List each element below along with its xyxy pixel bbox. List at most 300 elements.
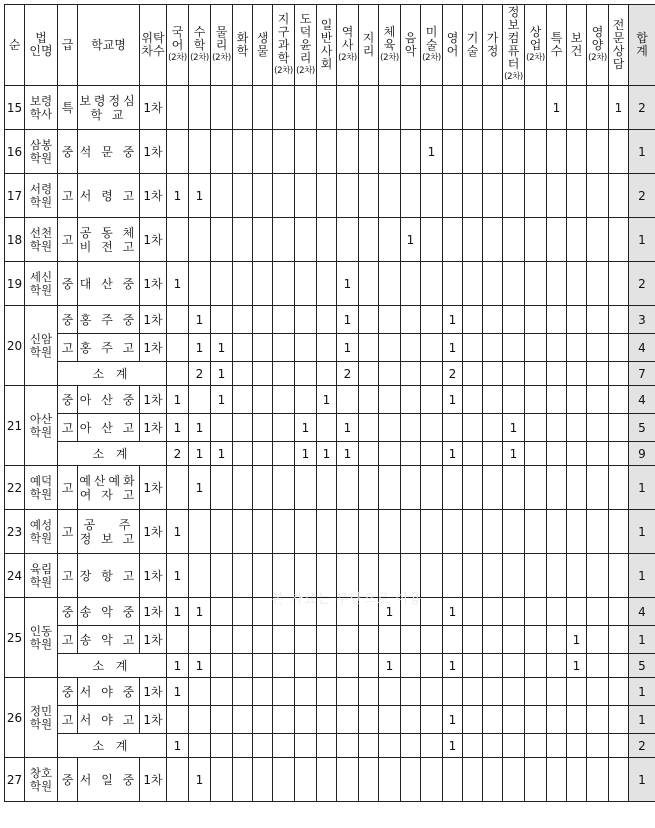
cell-english: [443, 510, 463, 554]
cell-history: [337, 510, 359, 554]
cell-tech: [463, 678, 483, 706]
cell-infocomp: 1: [503, 414, 525, 442]
cell-pe: [379, 678, 401, 706]
header-subject-tech: 기 술: [463, 5, 483, 86]
cell-english: 1: [443, 306, 463, 334]
cell-special: [547, 706, 567, 734]
cell-pe: [379, 218, 401, 262]
cell-socialst: [317, 414, 337, 442]
cell-counsel: [609, 598, 629, 626]
cell-physics: [211, 130, 233, 174]
row-level: 중: [58, 386, 78, 414]
cell-tech: [463, 734, 483, 758]
cell-ethics: [295, 626, 317, 654]
cell-special: [547, 626, 567, 654]
row-seq: 21: [5, 386, 25, 466]
row-total: 1: [629, 218, 655, 262]
cell-pe: 1: [379, 598, 401, 626]
row-seq: 18: [5, 218, 25, 262]
cell-health: [567, 734, 587, 758]
cell-earthsci: [273, 442, 295, 466]
header-subject-ethics: 도 덕 윤 리 (2차): [295, 5, 317, 86]
cell-math: 1: [189, 174, 211, 218]
cell-counsel: [609, 678, 629, 706]
cell-health: [567, 130, 587, 174]
cell-history: [337, 218, 359, 262]
row-corp: 세신 학원: [25, 262, 58, 306]
header-subject-pe: 체 육 (2차): [379, 5, 401, 86]
cell-special: [547, 130, 567, 174]
cell-chemistry: [233, 334, 253, 362]
cell-homeec: [483, 734, 503, 758]
row-school: 대 산 중: [78, 262, 140, 306]
cell-nutrition: [587, 174, 609, 218]
row-school: 예산예화 여 자 고: [78, 466, 140, 510]
cell-chemistry: [233, 386, 253, 414]
cell-english: 1: [443, 598, 463, 626]
cell-geography: [359, 706, 379, 734]
cell-english: 2: [443, 362, 463, 386]
table-row: [5, 334, 655, 362]
cell-counsel: [609, 414, 629, 442]
row-seq: 20: [5, 306, 25, 386]
cell-history: [337, 466, 359, 510]
cell-history: [337, 386, 359, 414]
cell-earthsci: [273, 466, 295, 510]
cell-english: [443, 758, 463, 802]
table-row: [5, 466, 655, 510]
cell-physics: [211, 758, 233, 802]
row-total: 5: [629, 414, 655, 442]
cell-special: [547, 510, 567, 554]
cell-commerce: [525, 362, 547, 386]
row-corp: 정민 학원: [25, 678, 58, 758]
cell-pe: [379, 626, 401, 654]
row-corp: 육림 학원: [25, 554, 58, 598]
cell-english: [443, 262, 463, 306]
header-subject-math: 수 학 (2차): [189, 5, 211, 86]
cell-art: [421, 386, 443, 414]
row-seq: 19: [5, 262, 25, 306]
cell-physics: 1: [211, 442, 233, 466]
table-row: [5, 262, 655, 306]
row-seq: 22: [5, 466, 25, 510]
cell-infocomp: [503, 706, 525, 734]
cell-biology: [253, 734, 273, 758]
row-round: 1차: [140, 334, 167, 362]
cell-korean: 2: [167, 442, 189, 466]
cell-pe: [379, 306, 401, 334]
cell-chemistry: [233, 466, 253, 510]
cell-korean: [167, 466, 189, 510]
cell-biology: [253, 758, 273, 802]
header-subject-infocomp: 정 보 컴 퓨 터 (2차): [503, 5, 525, 86]
cell-earthsci: [273, 706, 295, 734]
row-corp: 인동 학원: [25, 598, 58, 678]
row-corp: 서령 학원: [25, 174, 58, 218]
cell-commerce: [525, 386, 547, 414]
cell-pe: [379, 554, 401, 598]
cell-physics: [211, 626, 233, 654]
cell-math: [189, 626, 211, 654]
cell-biology: [253, 306, 273, 334]
cell-commerce: [525, 510, 547, 554]
row-total: 1: [629, 130, 655, 174]
cell-music: [401, 654, 421, 678]
cell-nutrition: [587, 442, 609, 466]
cell-earthsci: [273, 554, 295, 598]
cell-art: [421, 758, 443, 802]
cell-korean: [167, 306, 189, 334]
cell-physics: [211, 466, 233, 510]
cell-geography: [359, 334, 379, 362]
cell-geography: [359, 554, 379, 598]
header-subject-homeec: 가 정: [483, 5, 503, 86]
cell-biology: [253, 626, 273, 654]
cell-homeec: [483, 218, 503, 262]
cell-art: [421, 598, 443, 626]
cell-socialst: [317, 306, 337, 334]
row-school: 공 동 체 비 전 고: [78, 218, 140, 262]
cell-music: [401, 598, 421, 626]
cell-special: [547, 758, 567, 802]
table-row: [5, 598, 655, 626]
cell-special: [547, 414, 567, 442]
row-seq: 23: [5, 510, 25, 554]
cell-homeec: [483, 678, 503, 706]
row-total: 1: [629, 510, 655, 554]
cell-history: [337, 554, 359, 598]
row-level: 고: [58, 626, 78, 654]
cell-socialst: [317, 362, 337, 386]
cell-chemistry: [233, 554, 253, 598]
cell-physics: [211, 654, 233, 678]
cell-biology: [253, 466, 273, 510]
row-seq: 25: [5, 598, 25, 678]
cell-art: [421, 510, 443, 554]
row-level: 고: [58, 554, 78, 598]
cell-special: [547, 334, 567, 362]
header-subject-physics: 물 리 (2차): [211, 5, 233, 86]
cell-nutrition: [587, 386, 609, 414]
cell-math: 1: [189, 758, 211, 802]
cell-korean: 1: [167, 174, 189, 218]
cell-korean: [167, 626, 189, 654]
row-total: 1: [629, 678, 655, 706]
cell-chemistry: [233, 442, 253, 466]
cell-physics: [211, 598, 233, 626]
row-level: 고: [58, 174, 78, 218]
cell-music: [401, 130, 421, 174]
cell-infocomp: [503, 218, 525, 262]
cell-history: 1: [337, 306, 359, 334]
cell-health: [567, 386, 587, 414]
header-total: 합 계: [629, 5, 655, 86]
header-level: 급: [58, 5, 78, 86]
table-row: [5, 758, 655, 802]
cell-health: [567, 706, 587, 734]
cell-korean: 1: [167, 262, 189, 306]
cell-homeec: [483, 706, 503, 734]
cell-ethics: [295, 218, 317, 262]
cell-infocomp: [503, 598, 525, 626]
cell-commerce: [525, 554, 547, 598]
cell-music: [401, 386, 421, 414]
table-row: [5, 386, 655, 414]
cell-earthsci: [273, 386, 295, 414]
cell-commerce: [525, 218, 547, 262]
cell-korean: [167, 86, 189, 130]
row-round: 1차: [140, 262, 167, 306]
cell-chemistry: [233, 510, 253, 554]
cell-ethics: [295, 466, 317, 510]
row-round: 1차: [140, 386, 167, 414]
cell-socialst: [317, 654, 337, 678]
header-subject-geography: 지 리: [359, 5, 379, 86]
cell-ethics: [295, 130, 317, 174]
cell-ethics: 1: [295, 442, 317, 466]
cell-commerce: [525, 262, 547, 306]
cell-history: [337, 654, 359, 678]
cell-tech: [463, 414, 483, 442]
cell-art: [421, 306, 443, 334]
cell-homeec: [483, 334, 503, 362]
cell-commerce: [525, 414, 547, 442]
cell-ethics: [295, 262, 317, 306]
cell-nutrition: [587, 130, 609, 174]
cell-music: [401, 734, 421, 758]
cell-homeec: [483, 466, 503, 510]
cell-art: [421, 414, 443, 442]
cell-art: [421, 626, 443, 654]
table-row: [5, 510, 655, 554]
cell-special: [547, 174, 567, 218]
cell-history: [337, 174, 359, 218]
cell-ethics: [295, 334, 317, 362]
cell-english: [443, 626, 463, 654]
cell-geography: [359, 678, 379, 706]
row-corp: 예덕 학원: [25, 466, 58, 510]
cell-counsel: [609, 734, 629, 758]
row-total: 2: [629, 86, 655, 130]
row-seq: 24: [5, 554, 25, 598]
cell-pe: [379, 86, 401, 130]
row-school: 공 주 정 보 고: [78, 510, 140, 554]
cell-commerce: [525, 306, 547, 334]
cell-health: [567, 174, 587, 218]
cell-physics: [211, 218, 233, 262]
cell-earthsci: [273, 678, 295, 706]
cell-earthsci: [273, 362, 295, 386]
cell-nutrition: [587, 334, 609, 362]
cell-infocomp: [503, 174, 525, 218]
cell-korean: 1: [167, 598, 189, 626]
cell-earthsci: [273, 262, 295, 306]
row-school: 아 산 중: [78, 386, 140, 414]
cell-tech: [463, 626, 483, 654]
cell-history: 1: [337, 442, 359, 466]
cell-english: 1: [443, 734, 463, 758]
row-level: 고: [58, 334, 78, 362]
cell-geography: [359, 442, 379, 466]
cell-socialst: [317, 678, 337, 706]
cell-pe: [379, 362, 401, 386]
cell-biology: [253, 334, 273, 362]
cell-ethics: [295, 598, 317, 626]
table-row: [5, 554, 655, 598]
cell-nutrition: [587, 510, 609, 554]
cell-english: [443, 130, 463, 174]
cell-socialst: [317, 510, 337, 554]
cell-physics: [211, 510, 233, 554]
cell-geography: [359, 362, 379, 386]
cell-special: [547, 306, 567, 334]
cell-commerce: [525, 734, 547, 758]
cell-art: 1: [421, 130, 443, 174]
cell-nutrition: [587, 554, 609, 598]
header-subject-history: 역 사 (2차): [337, 5, 359, 86]
row-total: 7: [629, 362, 655, 386]
cell-english: [443, 218, 463, 262]
row-level: 중: [58, 130, 78, 174]
cell-biology: [253, 362, 273, 386]
cell-history: 1: [337, 334, 359, 362]
cell-physics: 1: [211, 334, 233, 362]
cell-tech: [463, 510, 483, 554]
cell-earthsci: [273, 734, 295, 758]
cell-homeec: [483, 626, 503, 654]
cell-korean: 1: [167, 654, 189, 678]
cell-pe: [379, 386, 401, 414]
row-round: 1차: [140, 174, 167, 218]
cell-infocomp: [503, 678, 525, 706]
cell-history: [337, 678, 359, 706]
row-corp: 아산 학원: [25, 386, 58, 466]
cell-math: [189, 734, 211, 758]
cell-english: [443, 86, 463, 130]
cell-homeec: [483, 654, 503, 678]
cell-counsel: [609, 442, 629, 466]
cell-biology: [253, 510, 273, 554]
table-body: [5, 86, 655, 802]
cell-special: [547, 218, 567, 262]
table-row: [5, 706, 655, 734]
cell-nutrition: [587, 758, 609, 802]
row-level: 중: [58, 678, 78, 706]
cell-art: [421, 218, 443, 262]
cell-history: [337, 706, 359, 734]
cell-english: 1: [443, 442, 463, 466]
header-subject-earthsci: 지 구 과 학 (2차): [273, 5, 295, 86]
row-level: 특: [58, 86, 78, 130]
cell-tech: [463, 654, 483, 678]
cell-health: [567, 414, 587, 442]
row-level: 중: [58, 262, 78, 306]
cell-tech: [463, 306, 483, 334]
cell-commerce: [525, 174, 547, 218]
cell-infocomp: [503, 626, 525, 654]
cell-infocomp: [503, 734, 525, 758]
cell-art: [421, 442, 443, 466]
cell-geography: [359, 466, 379, 510]
cell-math: [189, 218, 211, 262]
cell-infocomp: [503, 306, 525, 334]
cell-art: [421, 554, 443, 598]
cell-korean: [167, 218, 189, 262]
cell-homeec: [483, 174, 503, 218]
row-round: 1차: [140, 306, 167, 334]
header-corp: 법 인명: [25, 5, 58, 86]
row-total: 1: [629, 466, 655, 510]
cell-math: [189, 86, 211, 130]
cell-geography: [359, 758, 379, 802]
cell-nutrition: [587, 362, 609, 386]
cell-health: [567, 442, 587, 466]
cell-counsel: [609, 510, 629, 554]
cell-korean: 1: [167, 678, 189, 706]
cell-art: [421, 174, 443, 218]
cell-health: [567, 466, 587, 510]
cell-health: 1: [567, 626, 587, 654]
cell-earthsci: [273, 334, 295, 362]
cell-music: [401, 758, 421, 802]
teacher-allocation-table: [4, 4, 655, 802]
row-level: 고: [58, 466, 78, 510]
watermark: 본 자료는 무단으로 이용: [271, 592, 423, 607]
row-school: 소 계: [58, 654, 167, 678]
cell-homeec: [483, 510, 503, 554]
row-seq: 26: [5, 678, 25, 758]
row-seq: 15: [5, 86, 25, 130]
row-corp: 창호 학원: [25, 758, 58, 802]
cell-history: 2: [337, 362, 359, 386]
cell-english: [443, 678, 463, 706]
header-subject-music: 음 악: [401, 5, 421, 86]
cell-music: [401, 678, 421, 706]
cell-history: 1: [337, 262, 359, 306]
row-total: 4: [629, 386, 655, 414]
cell-music: [401, 306, 421, 334]
cell-commerce: [525, 130, 547, 174]
cell-geography: [359, 174, 379, 218]
row-total: 9: [629, 442, 655, 466]
cell-chemistry: [233, 86, 253, 130]
cell-nutrition: [587, 466, 609, 510]
cell-pe: [379, 414, 401, 442]
row-school: 보령정심 학 교: [78, 86, 140, 130]
cell-math: [189, 386, 211, 414]
header-subject-korean: 국 어 (2차): [167, 5, 189, 86]
cell-chemistry: [233, 734, 253, 758]
cell-ethics: [295, 734, 317, 758]
cell-counsel: [609, 654, 629, 678]
cell-tech: [463, 554, 483, 598]
cell-history: [337, 598, 359, 626]
cell-physics: [211, 306, 233, 334]
cell-math: 1: [189, 414, 211, 442]
row-corp: 삼봉 학원: [25, 130, 58, 174]
cell-math: [189, 130, 211, 174]
cell-physics: [211, 262, 233, 306]
header-subject-socialst: 일 반 사 회: [317, 5, 337, 86]
cell-math: [189, 706, 211, 734]
cell-music: [401, 466, 421, 510]
cell-art: [421, 362, 443, 386]
table-row: [5, 678, 655, 706]
cell-physics: [211, 174, 233, 218]
cell-geography: [359, 130, 379, 174]
row-round: 1차: [140, 130, 167, 174]
